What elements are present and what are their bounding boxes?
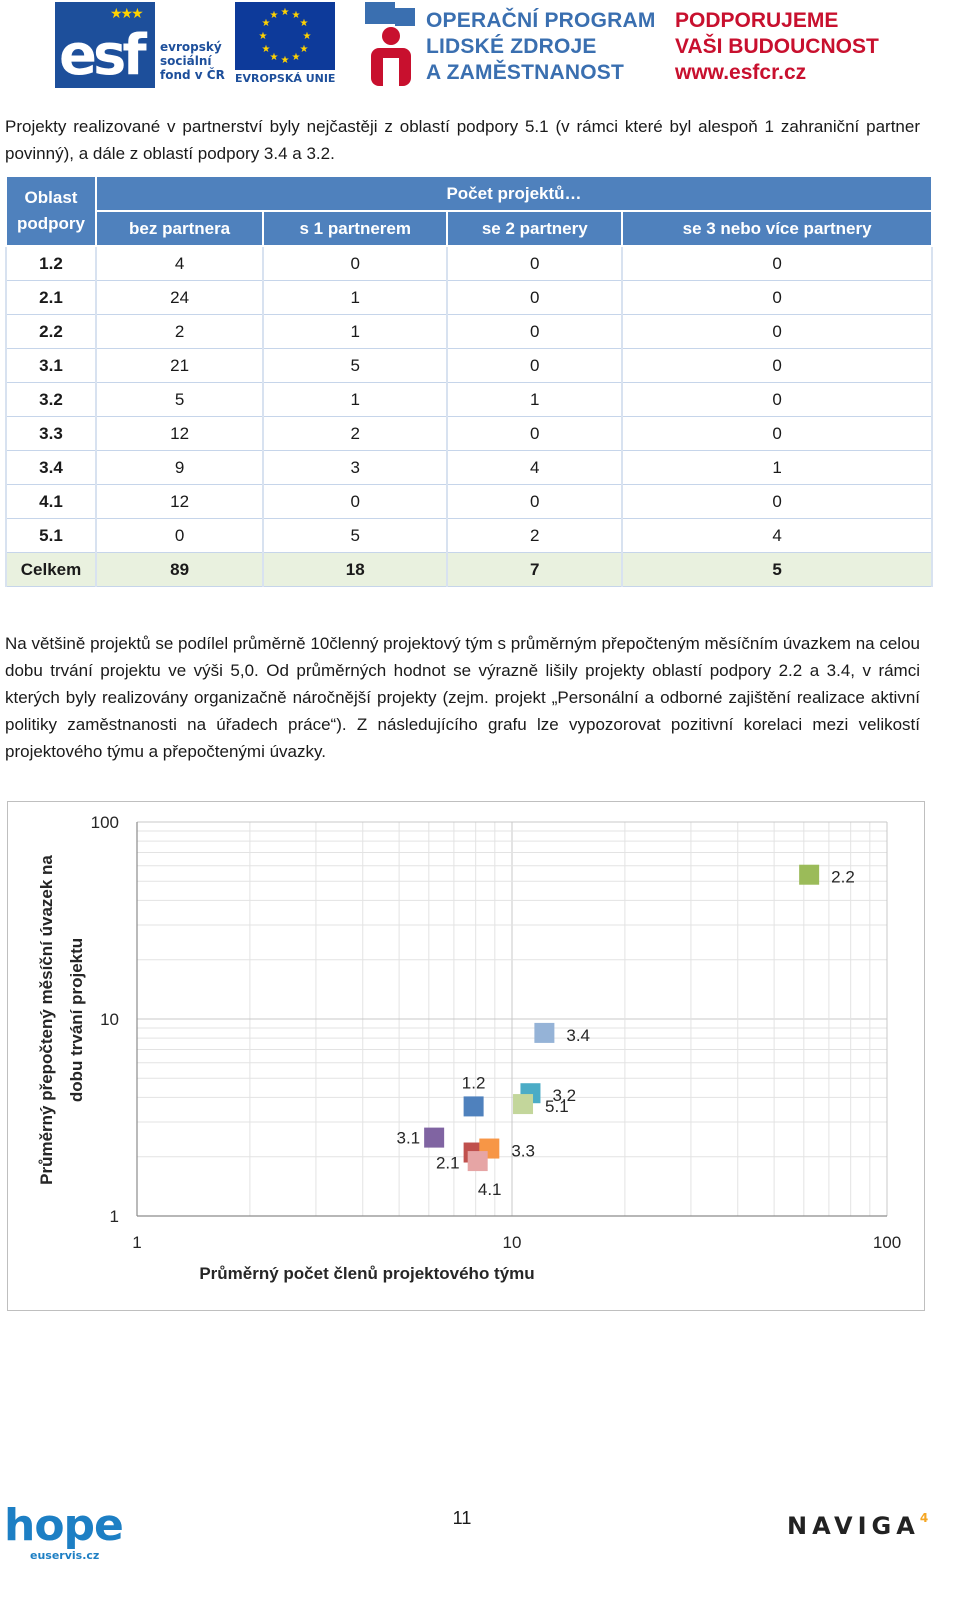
value-cell: 0 [96,519,263,553]
esf-logo-text: evropský sociální fond v ČR [160,40,225,82]
value-cell: 2 [263,417,447,451]
value-cell: 0 [622,315,932,349]
naviga-logo [787,1505,928,1539]
table-row [6,485,932,519]
value-cell: 0 [622,417,932,451]
scatter-chart [7,801,925,1311]
op-lz-figure-icon [365,2,417,88]
value-cell: 9 [96,451,263,485]
table-total-row [6,553,932,587]
value-cell: 0 [447,315,622,349]
page-number: 11 [452,1508,472,1528]
value-cell: 0 [447,246,622,281]
area-cell: 4.1 [6,485,96,519]
value-cell: 2 [447,519,622,553]
svg-text:★: ★ [269,52,279,63]
value-cell: 1 [447,383,622,417]
total-label: Celkem [6,553,96,587]
group-header: Počet projektů… [96,176,932,211]
data-label: 2.2 [831,867,855,887]
y-tick-label: 100 [90,813,119,832]
data-label: 1.2 [461,1073,486,1093]
scatter-chart-svg [8,802,924,1310]
value-cell: 1 [263,383,447,417]
eu-caption: EVROPSKÁ UNIE [235,72,336,85]
value-cell: 5 [96,383,263,417]
svg-text:★: ★ [258,31,268,42]
value-cell: 0 [622,246,932,281]
value-cell: 1 [263,281,447,315]
area-cell: 5.1 [6,519,96,553]
value-cell: 0 [447,349,622,383]
data-point-1-2 [464,1096,484,1116]
value-cell: 24 [96,281,263,315]
total-cell: 18 [263,553,447,587]
area-cell: 3.2 [6,383,96,417]
data-label: 3.1 [396,1128,421,1148]
data-label: 4.1 [477,1180,502,1200]
total-cell: 7 [447,553,622,587]
value-cell: 1 [263,315,447,349]
column-header: bez partnera [96,211,263,246]
y-tick-label: 1 [109,1207,119,1226]
value-cell: 0 [263,485,447,519]
value-cell: 0 [622,281,932,315]
naviga-logo-text: NAVIGA [787,1512,920,1540]
analysis-paragraph: Na většině projektů se podílel průměrně 10členný projektový tým s průměrným přepočteným měsíčním úvazkem na celou dobu trvání projektu ve výši 5,0. Od průměrných hodnot se výrazně lišily projekty oblastí podpory 2.2 a 3.4, v rámci kterých byly realizovány organizačně náročnější projekty (zejm. projekt „Personální a odborné zajištění realizace aktivní politiky zaměstnanosti na úřadech práce“). Z následujícího grafu lze vypozorovat pozitivní korelaci mezi velikostí projektového týmu a přepočtenými úvazky. [5,634,920,761]
op-program-text: OPERAČNÍ PROGRAM LIDSKÉ ZDROJE A ZAMĚSTNANOST [426,9,656,84]
data-label: 5.1 [545,1097,569,1117]
x-tick-label: 10 [502,1233,522,1252]
value-cell: 4 [96,246,263,281]
naviga-logo-sup: 4 [919,1511,929,1525]
data-point-3-4 [534,1023,554,1043]
y-axis-title: Průměrný přepočtený měsíční úvazek na dobu trvání projektu [37,855,86,1185]
data-label: 3.2 [552,1086,577,1106]
value-cell: 4 [622,519,932,553]
value-cell: 2 [96,315,263,349]
value-cell: 0 [447,281,622,315]
area-header: Oblast podpory [6,176,96,246]
hope-logo: hope [4,1500,123,1551]
data-label: 2.1 [435,1153,460,1173]
area-cell: 2.2 [6,315,96,349]
area-cell: 1.2 [6,246,96,281]
data-point-3-1 [424,1128,444,1148]
svg-text:★: ★ [302,31,312,42]
value-cell: 0 [447,485,622,519]
hope-logo-subtitle: euservis.cz [30,1549,100,1562]
table-row [6,349,932,383]
value-cell: 3 [263,451,447,485]
area-cell: 3.1 [6,349,96,383]
value-cell: 0 [622,383,932,417]
value-cell: 5 [263,519,447,553]
esf-logo [55,2,155,88]
column-header: se 3 nebo více partnery [622,211,932,246]
eu-stars-icon [235,2,335,70]
data-label: 3.4 [566,1025,591,1045]
svg-text:★: ★ [269,10,279,21]
support-slogan: PODPORUJEME VAŠI BUDOUCNOST www.esfcr.cz [675,9,879,84]
data-point-2-2 [799,865,819,885]
value-cell: 1 [622,451,932,485]
table-row [6,246,932,281]
header-logos [50,0,890,90]
esf-stars-icon: ★★★ [110,6,142,22]
projects-partnership-table [5,175,933,587]
total-cell: 89 [96,553,263,587]
table-row [6,417,932,451]
table-row [6,519,932,553]
svg-text:★: ★ [261,44,271,55]
value-cell: 0 [622,485,932,519]
area-cell: 2.1 [6,281,96,315]
eu-flag-icon [235,2,335,70]
svg-text:★: ★ [280,7,290,18]
data-point-4-1 [468,1151,488,1171]
table-row [6,451,932,485]
table-row [6,383,932,417]
svg-text:★: ★ [299,18,309,29]
data-point-5-1 [513,1094,533,1114]
y-tick-label: 10 [100,1010,119,1029]
data-label: 3.3 [511,1141,535,1161]
total-cell: 5 [622,553,932,587]
value-cell: 0 [447,417,622,451]
value-cell: 0 [263,246,447,281]
table-row [6,281,932,315]
svg-text:★: ★ [261,18,271,29]
value-cell: 5 [263,349,447,383]
intro-paragraph: Projekty realizované v partnerství byly nejčastěji z oblastí podpory 5.1 (v rámci které byl alespoň 1 zahraniční partner povinný), a dále z oblastí podpory 3.4 a 3.2. [5,117,920,163]
esf-logo-letters: esf [59,23,143,88]
svg-text:★: ★ [291,10,301,21]
area-cell: 3.4 [6,451,96,485]
svg-text:★: ★ [291,52,301,63]
value-cell: 4 [447,451,622,485]
column-header: se 2 partnery [447,211,622,246]
svg-text:★: ★ [299,44,309,55]
x-axis-title: Průměrný počet členů projektového týmu [199,1264,535,1283]
area-cell: 3.3 [6,417,96,451]
svg-text:★: ★ [280,55,290,66]
x-tick-label: 100 [872,1233,902,1252]
value-cell: 12 [96,417,263,451]
value-cell: 21 [96,349,263,383]
value-cell: 0 [622,349,932,383]
column-header: s 1 partnerem [263,211,447,246]
value-cell: 12 [96,485,263,519]
table-row [6,315,932,349]
x-tick-label: 1 [132,1233,142,1252]
